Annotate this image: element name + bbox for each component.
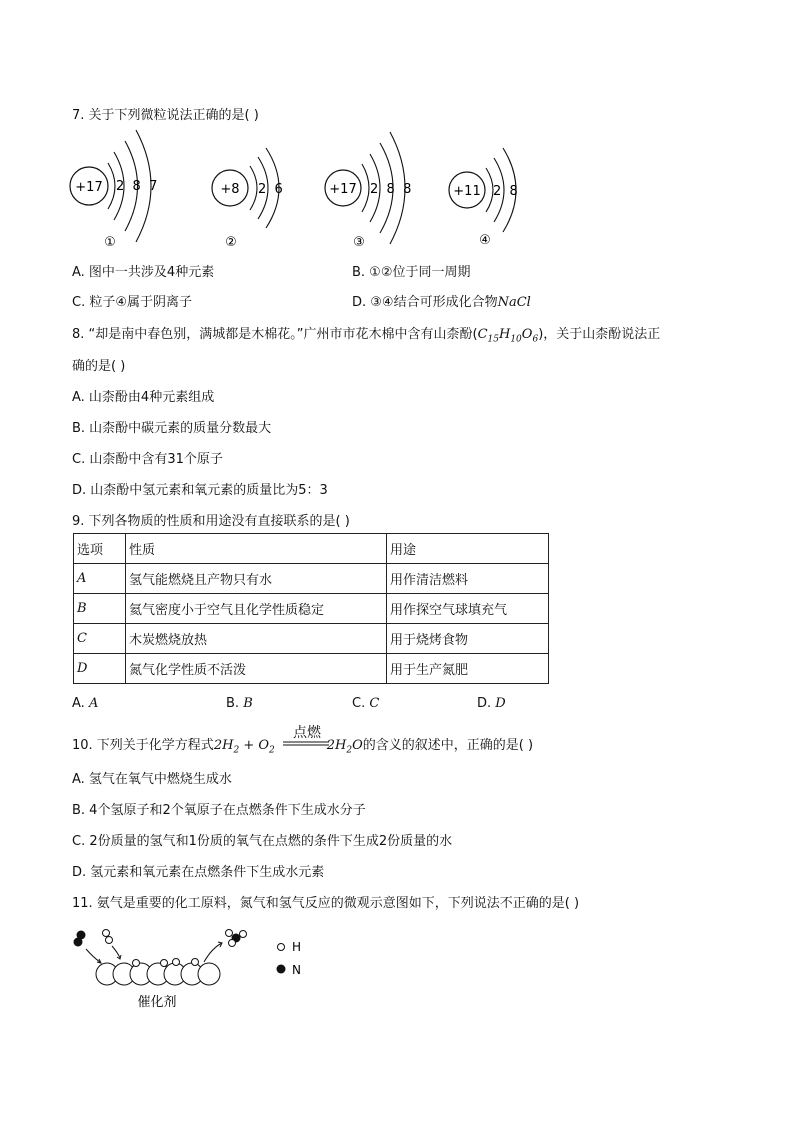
atom-2-label: ② (225, 235, 237, 250)
q9-option-a: A. A (72, 696, 99, 711)
q7-option-c: C. 粒子④属于阴离子 (72, 295, 192, 310)
atom-3-nucleus: +17 (329, 182, 357, 197)
q7-option-b: B. ①②位于同一周期 (352, 265, 471, 280)
table-cell: D (74, 654, 126, 684)
q8-formula: $C_{15}H_{10}O_6$ (477, 327, 539, 345)
legend-n-label: N (292, 963, 301, 977)
q11-reaction-micro-diagram (0, 920, 794, 1020)
q10-stem (72, 734, 533, 756)
q11-stem: 11. 氨气是重要的化工原料，氮气和氢气反应的微观示意图如下，下列说法不正确的是( ) (72, 896, 580, 911)
table-cell: 氢气能燃烧且产物只有水 (126, 564, 387, 594)
table-cell: 用作探空气球填充气 (387, 594, 549, 624)
table-cell: 用于生产氮肥 (387, 654, 549, 684)
atom-diagram-1 (70, 130, 157, 250)
q8-option-c: C. 山柰酚中含有31个原子 (72, 452, 223, 467)
q10-option-a: A. 氢气在氧气中燃烧生成水 (72, 772, 232, 787)
table-row (74, 624, 549, 654)
atom-2-nucleus: +8 (220, 182, 240, 197)
q10-equation-rhs: $2H_2O$ (326, 738, 363, 756)
atom-3-label: ③ (353, 235, 365, 250)
q9-option-d: D. D (477, 696, 506, 711)
q10-stem-text: 10. 下列关于化学方程式 (72, 738, 214, 753)
q9-option-b: B. B (226, 696, 253, 711)
q7-option-a: A. 图中一共涉及4种元素 (72, 265, 215, 280)
q8-option-b: B. 山柰酚中碳元素的质量分数最大 (72, 421, 272, 436)
table-header-cell: 选项 (74, 534, 126, 564)
atom-4-nucleus: +11 (453, 184, 481, 199)
q9-option-c: C. C (352, 696, 380, 711)
table-cell: C (74, 624, 126, 654)
atom-4-label: ④ (479, 233, 491, 248)
q8-stem-line1 (72, 323, 660, 345)
table-row (74, 594, 549, 624)
q7-option-d (352, 291, 531, 310)
q8-stem-line2: 确的是( ) (72, 359, 126, 374)
atom-diagram-3 (325, 132, 411, 250)
q8-stem-suffix: )，关于山柰酚说法正 (538, 327, 661, 342)
q7-option-d-formula: NaCl (497, 295, 531, 310)
q10-equation-lhs: $2H_2 + O_2$ (213, 738, 275, 756)
table-header-row (74, 534, 549, 564)
q10-stem-suffix: 的含义的叙述中，正确的是( ) (362, 738, 534, 753)
q8-stem-text: 8. “却是南中春色别，满城都是木棉花。”广州市市花木棉中含有山柰酚( (72, 327, 478, 342)
catalyst-label: 催化剂 (137, 995, 177, 1010)
q7-stem: 7. 关于下列微粒说法正确的是( ) (72, 108, 259, 123)
table-cell: B (74, 594, 126, 624)
q9-stem: 9. 下列各物质的性质和用途没有直接联系的是( ) (72, 514, 350, 529)
atom-diagram-4 (449, 148, 518, 248)
table-cell: A (74, 564, 126, 594)
atom-2-shells: 2 6 (258, 182, 283, 197)
atom-1-label: ① (104, 235, 116, 250)
table-cell: 用作清洁燃料 (387, 564, 549, 594)
table-row (74, 564, 549, 594)
q10-reaction-condition: 点燃 (293, 725, 321, 741)
atom-4-shells: 2 8 (493, 184, 518, 199)
q9-table (73, 533, 549, 684)
table-cell: 木炭燃烧放热 (126, 624, 387, 654)
q10-option-b: B. 4个氢原子和2个氧原子在点燃条件下生成水分子 (72, 803, 366, 818)
atom-3-shells: 2 8 8 (370, 182, 412, 197)
table-cell: 氦气密度小于空气且化学性质稳定 (126, 594, 387, 624)
legend-h-label: H (292, 940, 302, 954)
q8-option-a: A. 山柰酚由4种元素组成 (72, 390, 215, 405)
table-header-cell: 性质 (126, 534, 387, 564)
atom-diagram-2 (212, 148, 283, 250)
table-header-cell: 用途 (387, 534, 549, 564)
q10-option-c: C. 2份质量的氢气和1份质的氧气在点燃的条件下生成2份质量的水 (72, 834, 453, 849)
q7-option-d-text: D. ③④结合可形成化合物 (352, 295, 498, 310)
atom-1-nucleus: +17 (75, 180, 103, 195)
q8-option-d: D. 山柰酚中氢元素和氧元素的质量比为5：3 (72, 483, 328, 498)
q10-option-d: D. 氢元素和氧元素在点燃条件下生成水元素 (72, 865, 325, 880)
table-cell: 氮气化学性质不活泼 (126, 654, 387, 684)
table-row (74, 654, 549, 684)
atom-1-shells: 2 8 7 (116, 179, 158, 194)
table-cell: 用于烧烤食物 (387, 624, 549, 654)
